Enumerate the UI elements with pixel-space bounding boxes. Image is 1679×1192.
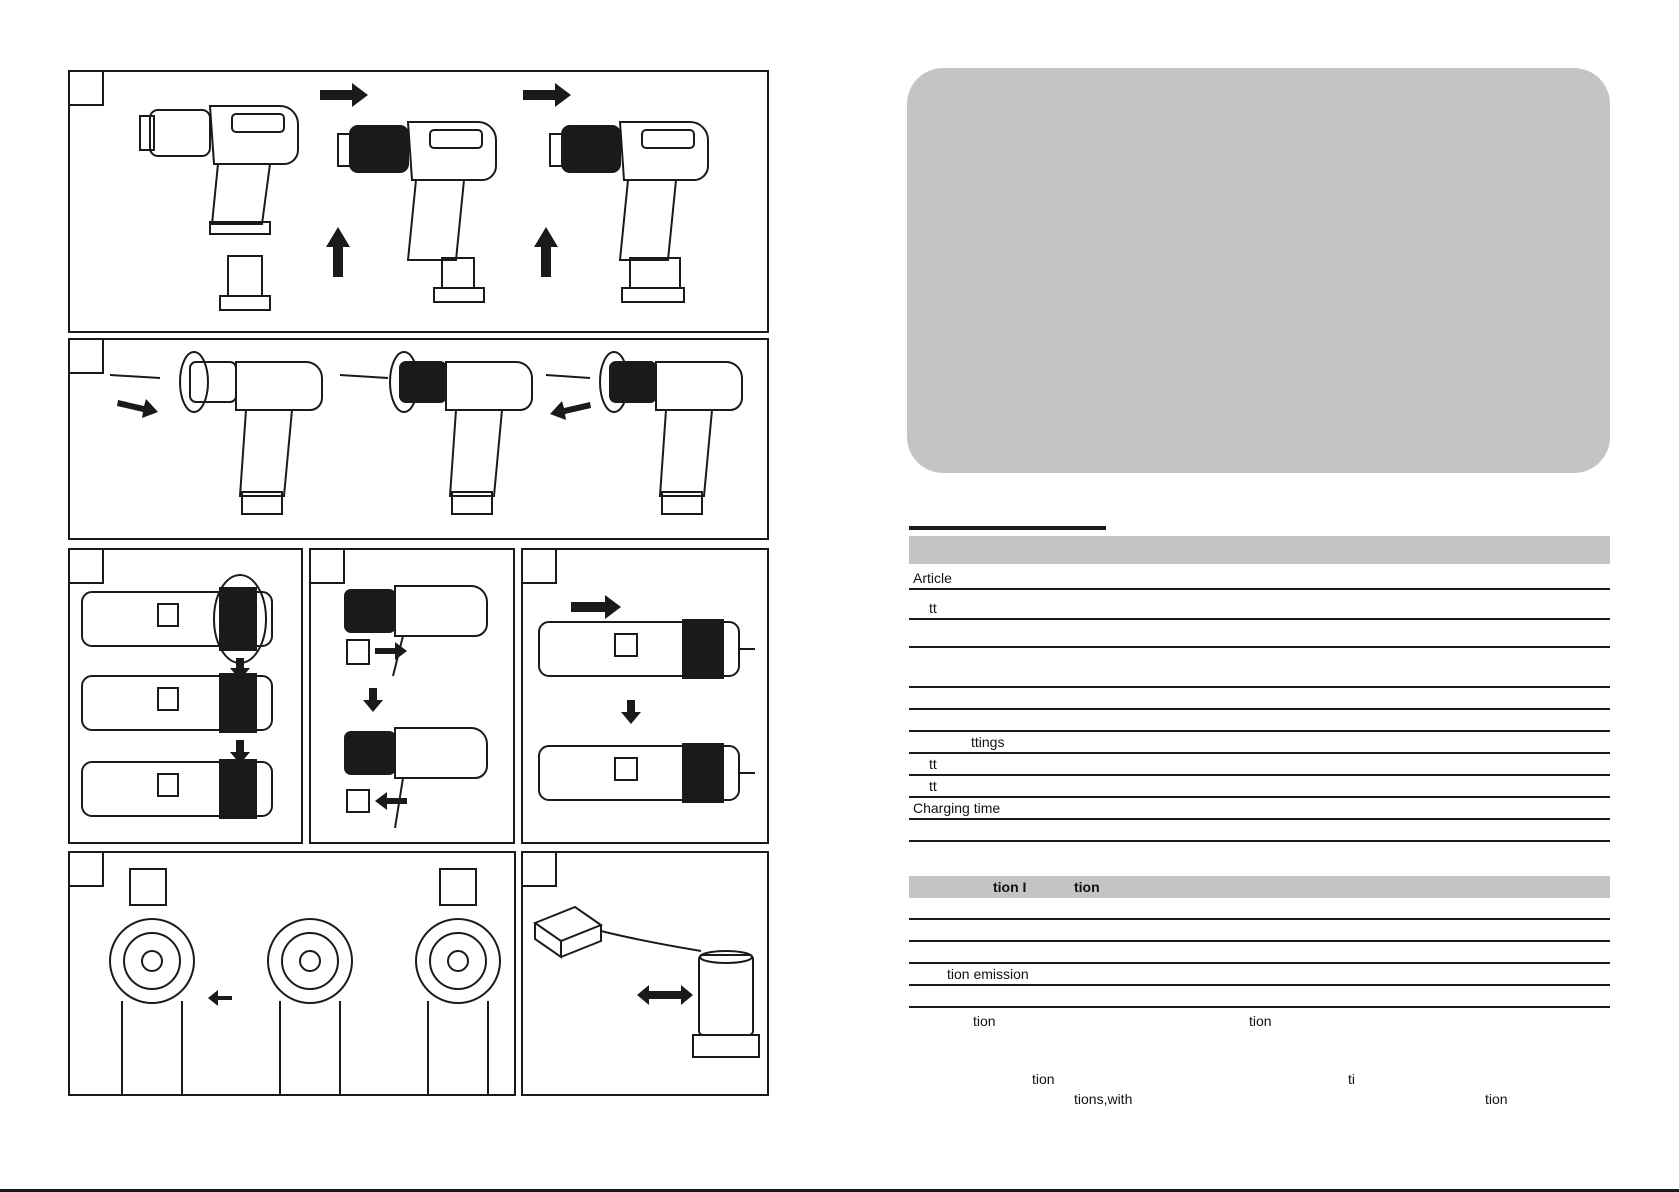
drill-trigger-illustration (311, 550, 515, 844)
table-row (909, 754, 1610, 776)
spec-label: Article (913, 570, 952, 586)
battery-charger-illustration (523, 853, 769, 1096)
table-row (909, 590, 1610, 620)
figure-panel-direction (68, 851, 516, 1096)
table-row (909, 964, 1610, 986)
figure-panel-bit-insert (68, 338, 769, 540)
figure-panel-charger (521, 851, 769, 1096)
drill-bit-chuck-illustration (70, 340, 769, 540)
table-row (909, 942, 1610, 964)
text-fragment: tions,with (1074, 1091, 1133, 1107)
table-row (909, 898, 1610, 920)
table-row (909, 776, 1610, 798)
table-row (909, 986, 1610, 1008)
table-row (909, 688, 1610, 710)
table-row (909, 648, 1610, 688)
section-heading-rule (909, 526, 1106, 530)
noise-header-b: tion (1074, 879, 1100, 895)
drill-gear-selector-illustration (523, 550, 769, 844)
table-row (909, 564, 1610, 590)
drill-battery-insert-illustration (70, 72, 769, 333)
spec-label: tt (929, 600, 937, 616)
noise-label: tion emission (947, 966, 1029, 982)
table-row (909, 710, 1610, 732)
table-row (909, 820, 1610, 842)
spec-label: ttings (971, 734, 1005, 750)
drill-torque-ring-illustration (70, 550, 303, 844)
text-fragment: tion (1249, 1013, 1272, 1029)
text-fragment: tion (1485, 1091, 1508, 1107)
noise-table-header (909, 876, 1610, 898)
content-placeholder-box (907, 68, 1610, 473)
figure-panel-battery-insert (68, 70, 769, 333)
text-fragment: tion (1032, 1071, 1055, 1087)
figure-panel-trigger (309, 548, 515, 844)
text-fragment: tion (973, 1013, 996, 1029)
spec-label: Charging time (913, 800, 1001, 816)
text-fragment: ti (1348, 1071, 1355, 1087)
table-row (909, 620, 1610, 648)
figure-panel-torque (68, 548, 303, 844)
table-row (909, 732, 1610, 754)
table-row (909, 798, 1610, 820)
spec-table-header (909, 536, 1610, 564)
spec-label: tt (929, 778, 937, 794)
table-row (909, 920, 1610, 942)
figure-panel-gear (521, 548, 769, 844)
spec-label: tt (929, 756, 937, 772)
noise-header-a: tion I (993, 879, 1027, 895)
drill-direction-switch-illustration (70, 853, 516, 1096)
